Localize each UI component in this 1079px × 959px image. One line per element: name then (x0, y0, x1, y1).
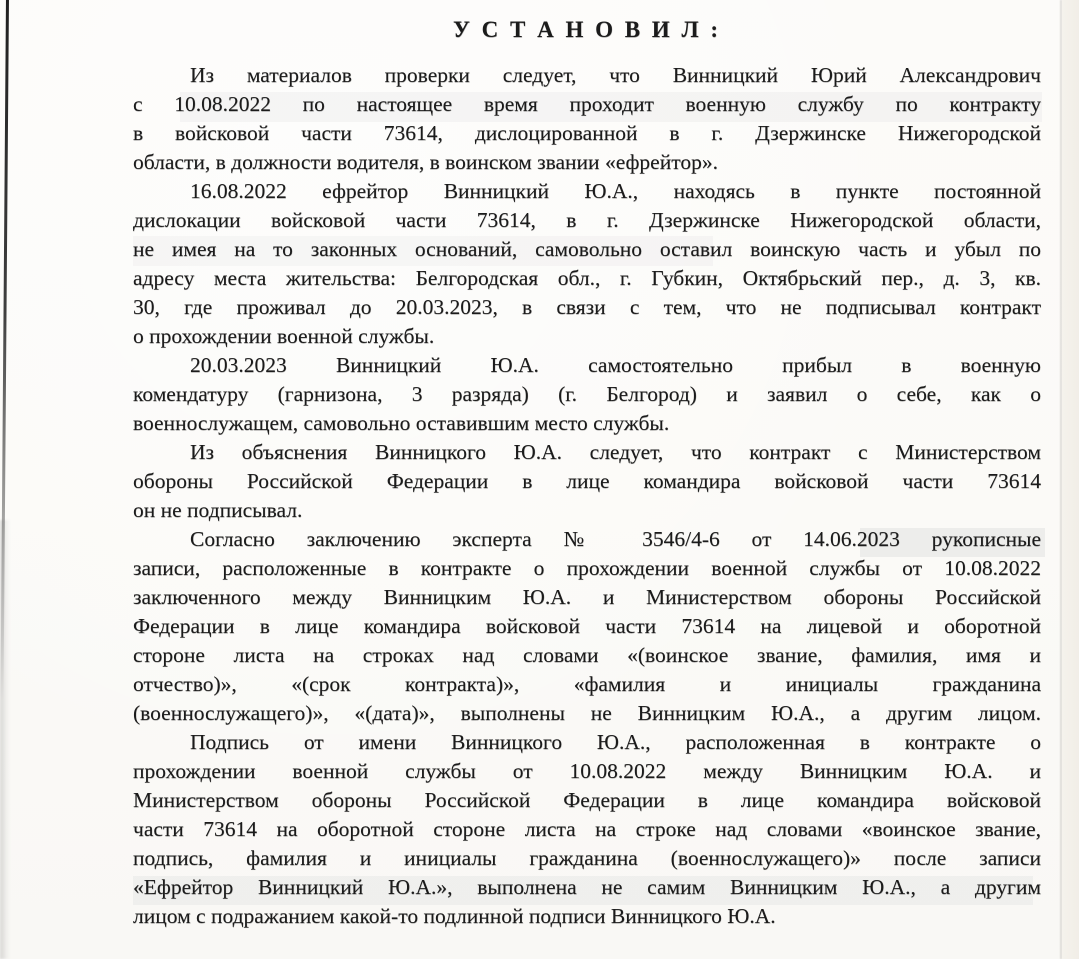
text-line: 16.08.2022 ефрейтор Винницкий Ю.А., находясь в пункте постоянной (190, 179, 1041, 203)
text-line: с 10.08.2022 по настоящее время проходит военную службу по контракту (133, 92, 1041, 116)
text-line: дислокации войсковой части 73614, в г. Дзержинске Нижегородской области, (133, 208, 1041, 232)
paragraph-4 (133, 438, 1041, 525)
text-line: он не подписывал. (133, 498, 303, 522)
text-line: Министерством обороны Российской Федерации в лице командира войсковой (133, 788, 1041, 812)
text-line: подпись, фамилия и инициалы гражданина (военнослужащего)» после записи (133, 846, 1041, 870)
text-line: Из объяснения Винницкого Ю.А. следует, что контракт с Министерством (190, 440, 1041, 464)
scan-edge-right-strip (1062, 0, 1079, 959)
text-line: отчество)», «(срок контракта)», «фамилия и инициалы гражданина (133, 672, 1041, 696)
text-line: 20.03.2023 Винницкий Ю.А. самостоятельно прибыл в военную (190, 353, 1041, 377)
text-line: обороны Российской Федерации в лице командира войсковой части 73614 (133, 469, 1041, 493)
text-line: Согласно заключению эксперта № 3546/4-6 от 14.06.2023 рукописные (190, 527, 1041, 551)
text-line: заключенного между Винницким Ю.А. и Министерством обороны Российской (133, 585, 1041, 609)
text-line: не имея на то законных оснований, самовольно оставил воинскую часть и убыл по (133, 237, 1041, 261)
text-line: лицом с подражанием какой-то подлинной подписи Винницкого Ю.А. (133, 904, 776, 928)
text-line: Подпись от имени Винницкого Ю.А., расположенная в контракте о (190, 730, 1041, 754)
text-line: области, в должности водителя, в воинском звании «ефрейтор». (133, 150, 718, 174)
paragraph-2 (133, 177, 1041, 351)
section-heading: У С Т А Н О В И Л : (453, 17, 721, 42)
text-line: части 73614 на оборотной стороне листа на строке над словами «воинское звание, (133, 817, 1041, 841)
text-line: комендатуру (гарнизона, 3 разряда) (г. Белгород) и заявил о себе, как о (133, 382, 1041, 406)
text-line: стороне листа на строках над словами «(воинское звание, фамилия, имя и (133, 643, 1041, 667)
paragraph-3 (133, 351, 1041, 438)
text-line: Федерации в лице командира войсковой части 73614 на лицевой и оборотной (133, 614, 1041, 638)
paragraph-6 (133, 728, 1041, 931)
paragraph-1 (133, 61, 1041, 177)
scan-edge-left-shadow (0, 520, 10, 959)
text-block (133, 16, 1041, 931)
text-line: 30, где проживал до 20.03.2023, в связи с тем, что не подписывал контракт (133, 295, 1041, 319)
text-line: адресу места жительства: Белгородская обл., г. Губкин, Октябрьский пер., д. 3, кв. (133, 266, 1041, 290)
text-line: в войсковой части 73614, дислоцированной в г. Дзержинске Нижегородской (133, 121, 1041, 145)
text-line: Из материалов проверки следует, что Винницкий Юрий Александрович (190, 63, 1041, 87)
text-line: «Ефрейтор Винницкий Ю.А.», выполнена не самим Винницким Ю.А., а другим (133, 875, 1041, 899)
text-line: военнослужащем, самовольно оставившим место службы. (133, 411, 670, 435)
text-line: прохождении военной службы от 10.08.2022 между Винницким Ю.А. и (133, 759, 1041, 783)
text-line: записи, расположенные в контракте о прохождении военной службы от 10.08.2022 (133, 556, 1041, 580)
text-line: о прохождении военной службы. (133, 324, 435, 348)
text-line: (военнослужащего)», «(дата)», выполнены не Винницким Ю.А., а другим лицом. (133, 701, 1041, 725)
paragraph-5 (133, 525, 1041, 728)
